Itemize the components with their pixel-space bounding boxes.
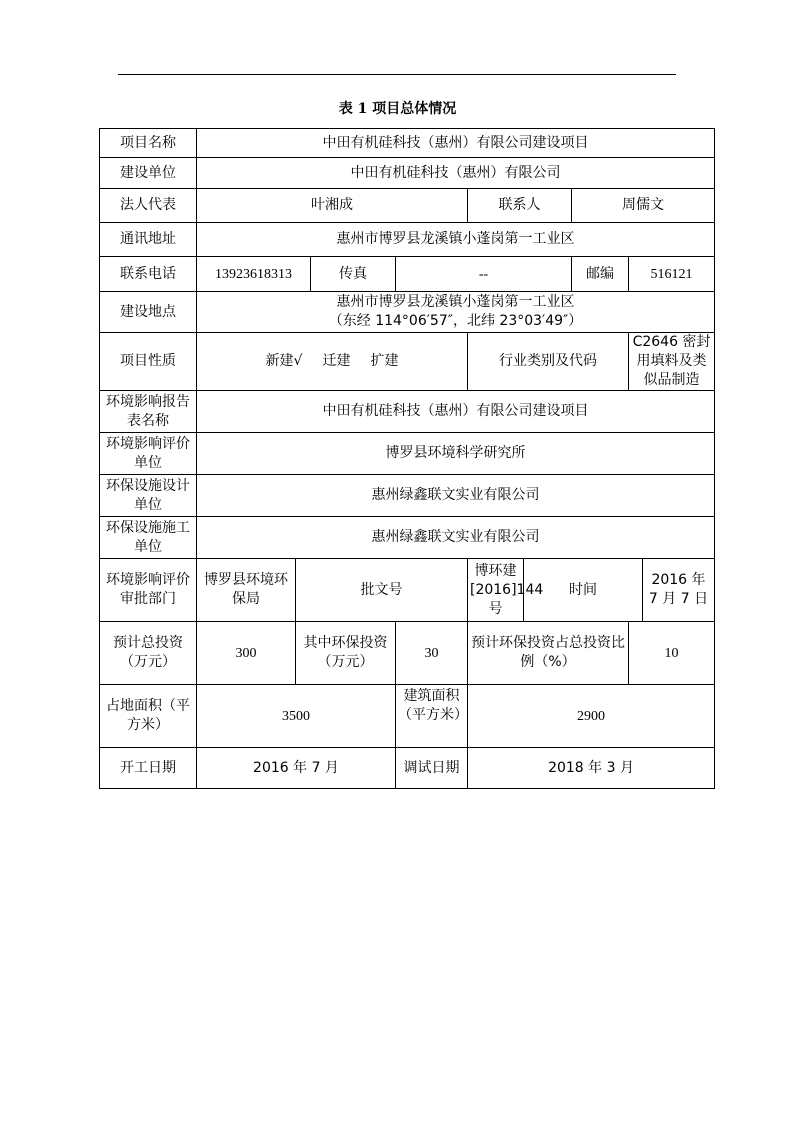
value-address: 惠州市博罗县龙溪镇小蓬岗第一工业区 bbox=[197, 223, 715, 257]
label-land-area: 占地面积（平方米） bbox=[100, 685, 197, 748]
label-address: 通讯地址 bbox=[100, 223, 197, 257]
header-rule bbox=[118, 74, 676, 75]
value-industry: C2646 密封用填料及类似品制造 bbox=[629, 333, 715, 391]
value-time: 2016 年 7 月 7 日 bbox=[643, 559, 715, 622]
label-legal-rep: 法人代表 bbox=[100, 189, 197, 223]
value-location bbox=[197, 292, 715, 333]
value-phone: 13923618313 bbox=[197, 257, 311, 292]
label-build-unit: 环保设施施工单位 bbox=[100, 517, 197, 559]
value-building-area: 2900 bbox=[468, 685, 715, 748]
value-construction-unit: 中田有机硅科技（惠州）有限公司 bbox=[197, 158, 715, 189]
row-dates bbox=[100, 748, 715, 789]
label-approval: 环境影响评价审批部门 bbox=[100, 559, 197, 622]
label-doc-no: 批文号 bbox=[296, 559, 468, 622]
label-ratio: 预计环保投资占总投资比例（%） bbox=[468, 622, 629, 685]
value-test-date: 2018 年 3 月 bbox=[468, 748, 715, 789]
row-eia-unit bbox=[100, 433, 715, 475]
table-caption: 表 1 项目总体情况 bbox=[338, 101, 457, 117]
value-land-area: 3500 bbox=[197, 685, 396, 748]
label-industry: 行业类别及代码 bbox=[468, 333, 629, 391]
row-phone bbox=[100, 257, 715, 292]
row-approval bbox=[100, 559, 715, 622]
value-doc-no: 博环建[2016]144 号 bbox=[468, 559, 524, 622]
label-design-unit: 环保设施设计单位 bbox=[100, 475, 197, 517]
label-contact: 联系人 bbox=[468, 189, 572, 223]
row-build-unit bbox=[100, 517, 715, 559]
option-new: 新建√ bbox=[265, 353, 303, 369]
location-coordinates: （东经 114°06′57″，北纬 23°03′49″） bbox=[328, 313, 583, 329]
label-zip: 邮编 bbox=[572, 257, 629, 292]
label-project-name: 项目名称 bbox=[100, 129, 197, 158]
location-line1: 惠州市博罗县龙溪镇小蓬岗第一工业区 bbox=[336, 294, 575, 310]
value-design-unit: 惠州绿鑫联文实业有限公司 bbox=[197, 475, 715, 517]
row-address bbox=[100, 223, 715, 257]
value-investment: 300 bbox=[197, 622, 296, 685]
option-relocate: 迁建 bbox=[322, 353, 351, 369]
row-project-name bbox=[100, 129, 715, 158]
value-build-unit: 惠州绿鑫联文实业有限公司 bbox=[197, 517, 715, 559]
label-nature: 项目性质 bbox=[100, 333, 197, 391]
value-start-date: 2016 年 7 月 bbox=[197, 748, 396, 789]
row-nature bbox=[100, 333, 715, 391]
label-test-date: 调试日期 bbox=[396, 748, 468, 789]
label-location: 建设地点 bbox=[100, 292, 197, 333]
label-building-area: 建筑面积（平方米） bbox=[396, 685, 468, 748]
label-fax: 传真 bbox=[311, 257, 396, 292]
value-eia-name: 中田有机硅科技（惠州）有限公司建设项目 bbox=[197, 391, 715, 433]
label-start-date: 开工日期 bbox=[100, 748, 197, 789]
row-location bbox=[100, 292, 715, 333]
label-construction-unit: 建设单位 bbox=[100, 158, 197, 189]
label-eia-unit: 环境影响评价单位 bbox=[100, 433, 197, 475]
value-approval: 博罗县环境环保局 bbox=[197, 559, 296, 622]
row-design-unit bbox=[100, 475, 715, 517]
label-investment: 预计总投资（万元） bbox=[100, 622, 197, 685]
label-time: 时间 bbox=[524, 559, 643, 622]
value-ratio: 10 bbox=[629, 622, 715, 685]
row-investment bbox=[100, 622, 715, 685]
value-fax: -- bbox=[396, 257, 572, 292]
label-phone: 联系电话 bbox=[100, 257, 197, 292]
row-construction-unit bbox=[100, 158, 715, 189]
value-env-investment: 30 bbox=[396, 622, 468, 685]
value-nature bbox=[197, 333, 468, 391]
row-legal-rep bbox=[100, 189, 715, 223]
option-expand: 扩建 bbox=[370, 353, 399, 369]
value-legal-rep: 叶湘成 bbox=[197, 189, 468, 223]
value-project-name: 中田有机硅科技（惠州）有限公司建设项目 bbox=[197, 129, 715, 158]
value-zip: 516121 bbox=[629, 257, 715, 292]
label-eia-name: 环境影响报告表名称 bbox=[100, 391, 197, 433]
value-eia-unit: 博罗县环境科学研究所 bbox=[197, 433, 715, 475]
row-area bbox=[100, 685, 715, 748]
label-env-investment: 其中环保投资（万元） bbox=[296, 622, 396, 685]
value-contact: 周儒文 bbox=[572, 189, 715, 223]
project-overview-table bbox=[99, 128, 715, 789]
row-eia-name bbox=[100, 391, 715, 433]
